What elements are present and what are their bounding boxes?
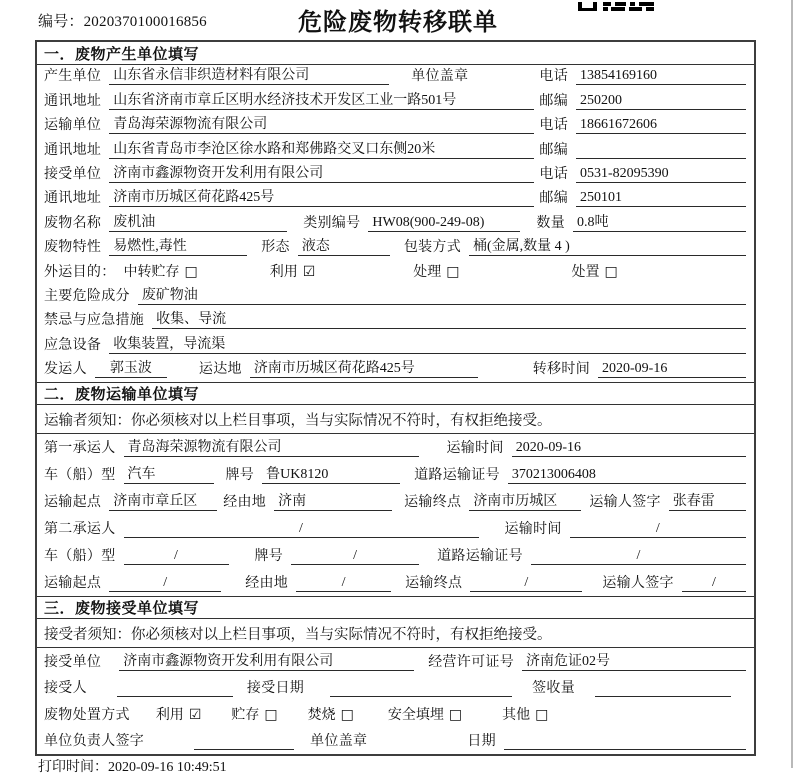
amount-value xyxy=(595,693,731,697)
accept-date-value xyxy=(330,693,512,697)
purpose-option-dispose: 处置 □ xyxy=(571,263,618,280)
row-transport-purpose xyxy=(37,260,754,284)
quantity-value: 0.8吨 xyxy=(573,211,746,232)
license1-label: 道路运输证号 xyxy=(414,468,500,484)
transporter-phone-value: 18661672606 xyxy=(576,117,746,134)
producer-phone-value: 13854169160 xyxy=(576,68,746,85)
receiver-notice: 接受者须知：你必须核对以上栏目事项，当与实际情况不符时，有权拒绝接受。 xyxy=(37,619,754,648)
via1-label: 经由地 xyxy=(223,495,267,511)
permit-value: 济南危证02号 xyxy=(522,650,746,671)
section-producer xyxy=(37,42,754,382)
checkbox-storage-icon: □ xyxy=(184,263,198,280)
sender-label: 发运人 xyxy=(44,362,87,378)
transporter-label: 运输单位 xyxy=(44,118,102,134)
row-waste-character xyxy=(37,236,754,260)
checkbox-dispose-icon: □ xyxy=(604,263,618,280)
receiver-value: 济南市鑫源物资开发利用有限公司 xyxy=(109,162,534,183)
category-label: 类别编号 xyxy=(303,215,361,231)
dest-label: 运达地 xyxy=(198,362,242,378)
disposal-option-other: 其他 □ xyxy=(502,706,549,723)
vehicle2-label: 车（船）型 xyxy=(44,549,116,565)
transporter-phone-label: 电话 xyxy=(539,118,568,134)
receiver-addr-value: 济南市历城区荷花路425号 xyxy=(109,186,534,207)
character-value: 易燃性,毒性 xyxy=(109,235,247,256)
carrier2-value: / xyxy=(124,521,479,538)
doc-number-value: 2020370100016856 xyxy=(83,14,207,30)
document-header xyxy=(0,0,796,40)
row-transporter xyxy=(37,114,754,138)
producer-value: 山东省永信非织造材料有限公司 xyxy=(109,64,389,85)
doc-number-label: 编号： xyxy=(38,14,84,30)
carrier1-label: 第一承运人 xyxy=(44,441,116,457)
transporter-addr-value: 山东省青岛市李沧区徐水路和郑佛路交叉口东侧20米 xyxy=(109,138,534,159)
via1-value: 济南 xyxy=(274,490,392,511)
row-waste-name xyxy=(37,211,754,235)
license2-label: 道路运输证号 xyxy=(437,549,523,565)
producer-addr-value: 山东省济南市章丘区明水经济技术开发区工业一路501号 xyxy=(109,89,534,110)
row-accept-unit xyxy=(37,648,754,675)
print-time-value: 2020-09-16 10:49:51 xyxy=(108,760,227,775)
transporter-zip-value xyxy=(576,155,746,159)
row-receiver-address xyxy=(37,187,754,211)
transporter-notice: 运输者须知：你必须核对以上栏目事项，当与实际情况不符时，有权拒绝接受。 xyxy=(37,405,754,434)
purpose-label: 外运目的： xyxy=(44,264,116,280)
page-edge-line xyxy=(791,0,793,768)
hazard-label: 主要危险成分 xyxy=(44,288,130,304)
disposal-option-burn: 焚烧 □ xyxy=(307,706,354,723)
plate1-label: 牌号 xyxy=(225,468,255,484)
dest-value: 济南市历城区荷花路425号 xyxy=(250,357,478,378)
section-receiver xyxy=(37,596,754,754)
checkbox-disposal-store-icon: □ xyxy=(264,706,278,723)
category-value: HW08(900-249-08) xyxy=(368,215,520,232)
row-sender xyxy=(37,358,754,382)
producer-label: 产生单位 xyxy=(44,69,102,85)
date-label: 日期 xyxy=(467,734,496,750)
quantity-label: 数量 xyxy=(536,215,566,231)
accept-date-label: 接受日期 xyxy=(246,681,305,697)
license2-value: / xyxy=(531,548,746,565)
producer-zip-label: 邮编 xyxy=(539,93,568,109)
row-vehicle2 xyxy=(37,542,754,569)
carrier2-label: 第二承运人 xyxy=(44,522,116,538)
end1-value: 济南市历城区 xyxy=(469,490,581,511)
character-label: 废物特性 xyxy=(44,240,102,256)
row-route2 xyxy=(37,569,754,596)
taboo-value: 收集、导流 xyxy=(152,308,746,329)
form-value: 液态 xyxy=(298,235,390,256)
checkbox-treat-icon: □ xyxy=(446,263,460,280)
purpose-option-treat: 处理 □ xyxy=(413,263,460,280)
origin1-label: 运输起点 xyxy=(44,495,102,511)
receiver-zip-label: 邮编 xyxy=(539,191,568,207)
sign1-label: 运输人签字 xyxy=(589,495,661,511)
receiver-addr-label: 通讯地址 xyxy=(44,191,102,207)
plate2-label: 牌号 xyxy=(254,549,284,565)
permit-label: 经营许可证号 xyxy=(428,654,515,670)
print-time-label: 打印时间： xyxy=(38,760,108,775)
equipment-value: 收集装置，导流渠 xyxy=(109,333,746,354)
vehicle1-value: 汽车 xyxy=(124,463,214,484)
plate1-value: 鲁UK8120 xyxy=(262,463,400,484)
amount-label: 签收量 xyxy=(532,681,576,697)
transporter-value: 青岛海荣源物流有限公司 xyxy=(109,113,534,134)
producer-addr-label: 通讯地址 xyxy=(44,93,102,109)
purpose-option-storage: 中转贮存 □ xyxy=(123,263,198,280)
waste-name-label: 废物名称 xyxy=(44,215,102,231)
receiver-phone-label: 电话 xyxy=(539,166,568,182)
plate2-value: / xyxy=(291,548,419,565)
vehicle2-value: / xyxy=(124,548,229,565)
responsible-sign-value xyxy=(194,746,294,750)
checkbox-disposal-landfill-icon: □ xyxy=(448,706,463,723)
row-responsible-sign xyxy=(37,728,754,755)
row-hazard xyxy=(37,285,754,309)
time2-label: 运输时间 xyxy=(504,522,562,538)
row-disposal-method xyxy=(37,701,754,728)
section-transporter xyxy=(37,382,754,596)
end2-value: / xyxy=(470,575,582,592)
receiver-label: 接受单位 xyxy=(44,166,102,182)
section1-header: 一．废物产生单位填写 xyxy=(37,42,754,65)
end1-label: 运输终点 xyxy=(404,495,462,511)
origin2-value: / xyxy=(109,575,221,592)
time2-value: / xyxy=(570,521,746,538)
row-acceptor xyxy=(37,675,754,702)
accept-unit-label: 接受单位 xyxy=(44,654,102,670)
sender-value: 郭玉波 xyxy=(95,357,167,378)
responsible-sign-label: 单位负责人签字 xyxy=(44,734,145,750)
row-vehicle1 xyxy=(37,461,754,488)
origin2-label: 运输起点 xyxy=(44,576,102,592)
checkbox-disposal-use-icon: ☑ xyxy=(188,706,202,723)
disposal-label: 废物处置方式 xyxy=(44,707,130,723)
disposal-option-landfill: 安全填埋 □ xyxy=(387,706,463,723)
acceptor-value xyxy=(117,693,233,697)
section2-header: 二．废物运输单位填写 xyxy=(37,382,754,405)
equipment-label: 应急设备 xyxy=(44,337,102,353)
receiver-zip-value: 250101 xyxy=(576,190,746,207)
row-transporter-address xyxy=(37,138,754,162)
section3-header: 三．废物接受单位填写 xyxy=(37,596,754,619)
unit-seal-label: 单位盖章 xyxy=(411,69,469,85)
producer-phone-label: 电话 xyxy=(539,69,568,85)
time1-value: 2020-09-16 xyxy=(512,440,746,457)
row-equipment xyxy=(37,333,754,357)
row-receiver xyxy=(37,163,754,187)
transporter-addr-label: 通讯地址 xyxy=(44,142,102,158)
origin1-value: 济南市章丘区 xyxy=(109,490,217,511)
transfer-form-table xyxy=(35,40,756,756)
sign2-value: / xyxy=(682,575,746,592)
form-label: 形态 xyxy=(261,240,290,256)
accept-unit-value: 济南市鑫源物资开发利用有限公司 xyxy=(119,650,414,671)
sign1-value: 张春雷 xyxy=(669,490,746,511)
date-value xyxy=(504,746,746,750)
row-producer xyxy=(37,65,754,89)
vehicle1-label: 车（船）型 xyxy=(44,468,116,484)
unit-seal2-label: 单位盖章 xyxy=(310,734,368,750)
waste-name-value: 废机油 xyxy=(109,211,287,232)
producer-zip-value: 250200 xyxy=(576,93,746,110)
hazard-value: 废矿物油 xyxy=(138,284,746,305)
disposal-option-use: 利用 ☑ xyxy=(155,706,202,723)
row-producer-address xyxy=(37,89,754,113)
via2-value: / xyxy=(296,575,391,592)
time1-label: 运输时间 xyxy=(446,441,504,457)
packing-value: 桶(金属,数量 4 ) xyxy=(469,235,746,256)
receiver-phone-value: 0531-82095390 xyxy=(576,166,746,183)
row-carrier1 xyxy=(37,434,754,461)
disposal-option-store: 贮存 □ xyxy=(231,706,278,723)
checkbox-disposal-other-icon: □ xyxy=(535,706,549,723)
checkbox-use-icon: ☑ xyxy=(302,263,316,280)
transfer-time-label: 转移时间 xyxy=(532,362,590,378)
transporter-zip-label: 邮编 xyxy=(539,142,568,158)
sign2-label: 运输人签字 xyxy=(602,576,674,592)
taboo-label: 禁忌与应急措施 xyxy=(44,313,145,329)
packing-label: 包装方式 xyxy=(403,240,462,256)
print-time xyxy=(38,756,227,776)
end2-label: 运输终点 xyxy=(405,576,463,592)
page-title: 危险废物转移联单 xyxy=(298,10,498,36)
acceptor-label: 接受人 xyxy=(44,681,87,697)
row-taboo xyxy=(37,309,754,333)
row-carrier2 xyxy=(37,515,754,542)
checkbox-disposal-burn-icon: □ xyxy=(340,706,354,723)
carrier1-value: 青岛海荣源物流有限公司 xyxy=(124,436,419,457)
row-route1 xyxy=(37,488,754,515)
license1-value: 370213006408 xyxy=(508,467,746,484)
transfer-time-value: 2020-09-16 xyxy=(598,361,746,378)
via2-label: 经由地 xyxy=(245,576,289,592)
purpose-option-use: 利用 ☑ xyxy=(269,263,316,280)
